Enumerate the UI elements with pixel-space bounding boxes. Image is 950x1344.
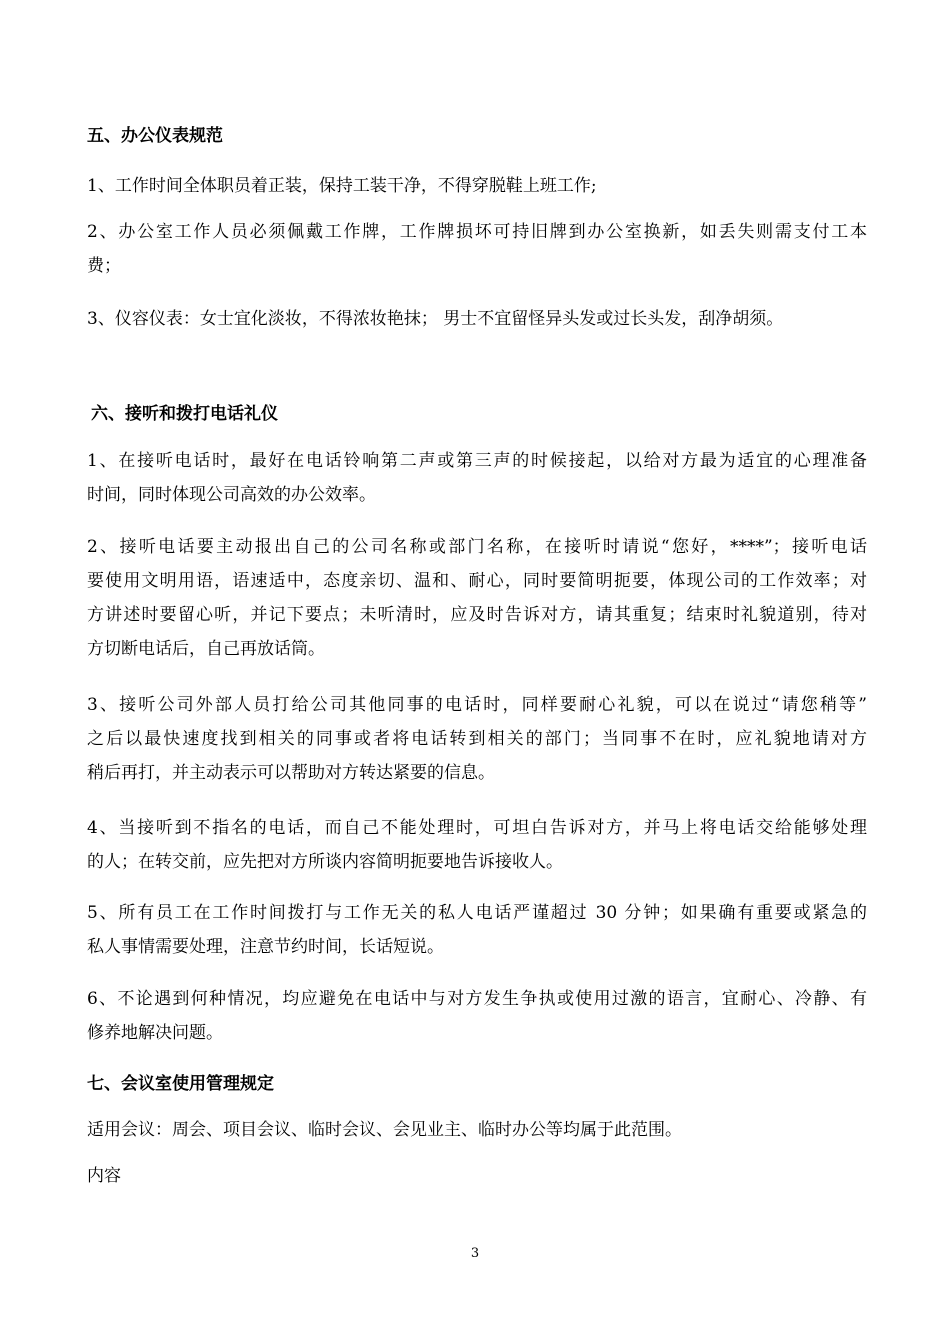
section6-item3-line3: 稍后再打，并主动表示可以帮助对方转达紧要的信息。 <box>87 763 495 783</box>
section7-scope <box>87 1113 867 1147</box>
section6-item4 <box>87 811 867 879</box>
section6-item2 <box>87 530 867 666</box>
section5-heading-text: 五、办公仪表规范 <box>87 126 223 146</box>
section6-item1 <box>87 444 867 512</box>
section7-heading-text: 七、会议室使用管理规定 <box>87 1074 274 1094</box>
section6-item2-line3: 方讲述时要留心听，并记下要点；未听清时，应及时告诉对方，请其重复；结束时礼貌道别，待对 <box>87 605 867 625</box>
section6-item4-line1: 4、当接听到不指名的电话，而自己不能处理时，可坦白告诉对方，并马上将电话交给能够处理 <box>87 818 867 838</box>
section6-item6 <box>87 982 867 1050</box>
section6-item3-line2: 之后以最快速度找到相关的同事或者将电话转到相关的部门；当同事不在时，应礼貌地请对方 <box>87 729 867 749</box>
section6-item3 <box>87 688 867 790</box>
section6-item3-line1: 3、接听公司外部人员打给公司其他同事的电话时，同样要耐心礼貌，可以在说过“请您稍等” <box>87 695 867 715</box>
section6-item4-line2: 的人；在转交前，应先把对方所谈内容简明扼要地告诉接收人。 <box>87 852 563 872</box>
section7-content-label-text: 内容 <box>87 1166 121 1186</box>
section6-item1-line1: 1、在接听电话时，最好在电话铃响第二声或第三声的时候接起，以给对方最为适宜的心理准备 <box>87 451 867 471</box>
section6-item2-line4: 方切断电话后，自己再放话筒。 <box>87 639 325 659</box>
section5-item2 <box>87 215 867 283</box>
section6-heading <box>91 397 871 431</box>
section5-heading <box>87 119 867 153</box>
section6-item6-line1: 6、不论遇到何种情况，均应避免在电话中与对方发生争执或使用过激的语言，宜耐心、冷静、有 <box>87 989 867 1009</box>
section6-item5-line2: 私人事情需要处理，注意节约时间，长话短说。 <box>87 937 444 957</box>
section5-item2-line2: 费； <box>87 256 121 276</box>
section6-item2-line2: 要使用文明用语，语速适中，态度亲切、温和、耐心，同时要简明扼要，体现公司的工作效率；对 <box>87 571 867 591</box>
section5-item3-text: 3、仪容仪表：女士宜化淡妆，不得浓妆艳抹； 男士不宜留怪异头发或过长头发，刮净胡须。 <box>87 309 784 329</box>
section7-content-label <box>87 1159 867 1193</box>
section7-heading <box>87 1067 867 1101</box>
page-number: 3 <box>470 1246 480 1261</box>
section5-item1-text: 1、工作时间全体职员着正装，保持工装干净，不得穿脱鞋上班工作; <box>87 176 597 196</box>
section6-item5-line1: 5、所有员工在工作时间拨打与工作无关的私人电话严谨超过 30 分钟；如果确有重要或紧急的 <box>87 903 867 923</box>
section5-item2-line1: 2、办公室工作人员必须佩戴工作牌，工作牌损坏可持旧牌到办公室换新，如丢失则需支付工本 <box>87 222 867 242</box>
section5-item1 <box>87 169 867 203</box>
section6-item2-line1: 2、接听电话要主动报出自己的公司名称或部门名称，在接听时请说“您好，****”；接听电话 <box>87 537 867 557</box>
section6-heading-text: 六、接听和拨打电话礼仪 <box>91 404 278 424</box>
section5-item3 <box>87 302 867 336</box>
section6-item5 <box>87 896 867 964</box>
section7-scope-text: 适用会议：周会、项目会议、临时会议、会见业主、临时办公等均属于此范围。 <box>87 1120 682 1140</box>
section6-item1-line2: 时间，同时体现公司高效的办公效率。 <box>87 485 376 505</box>
section6-item6-line2: 修养地解决问题。 <box>87 1023 223 1043</box>
